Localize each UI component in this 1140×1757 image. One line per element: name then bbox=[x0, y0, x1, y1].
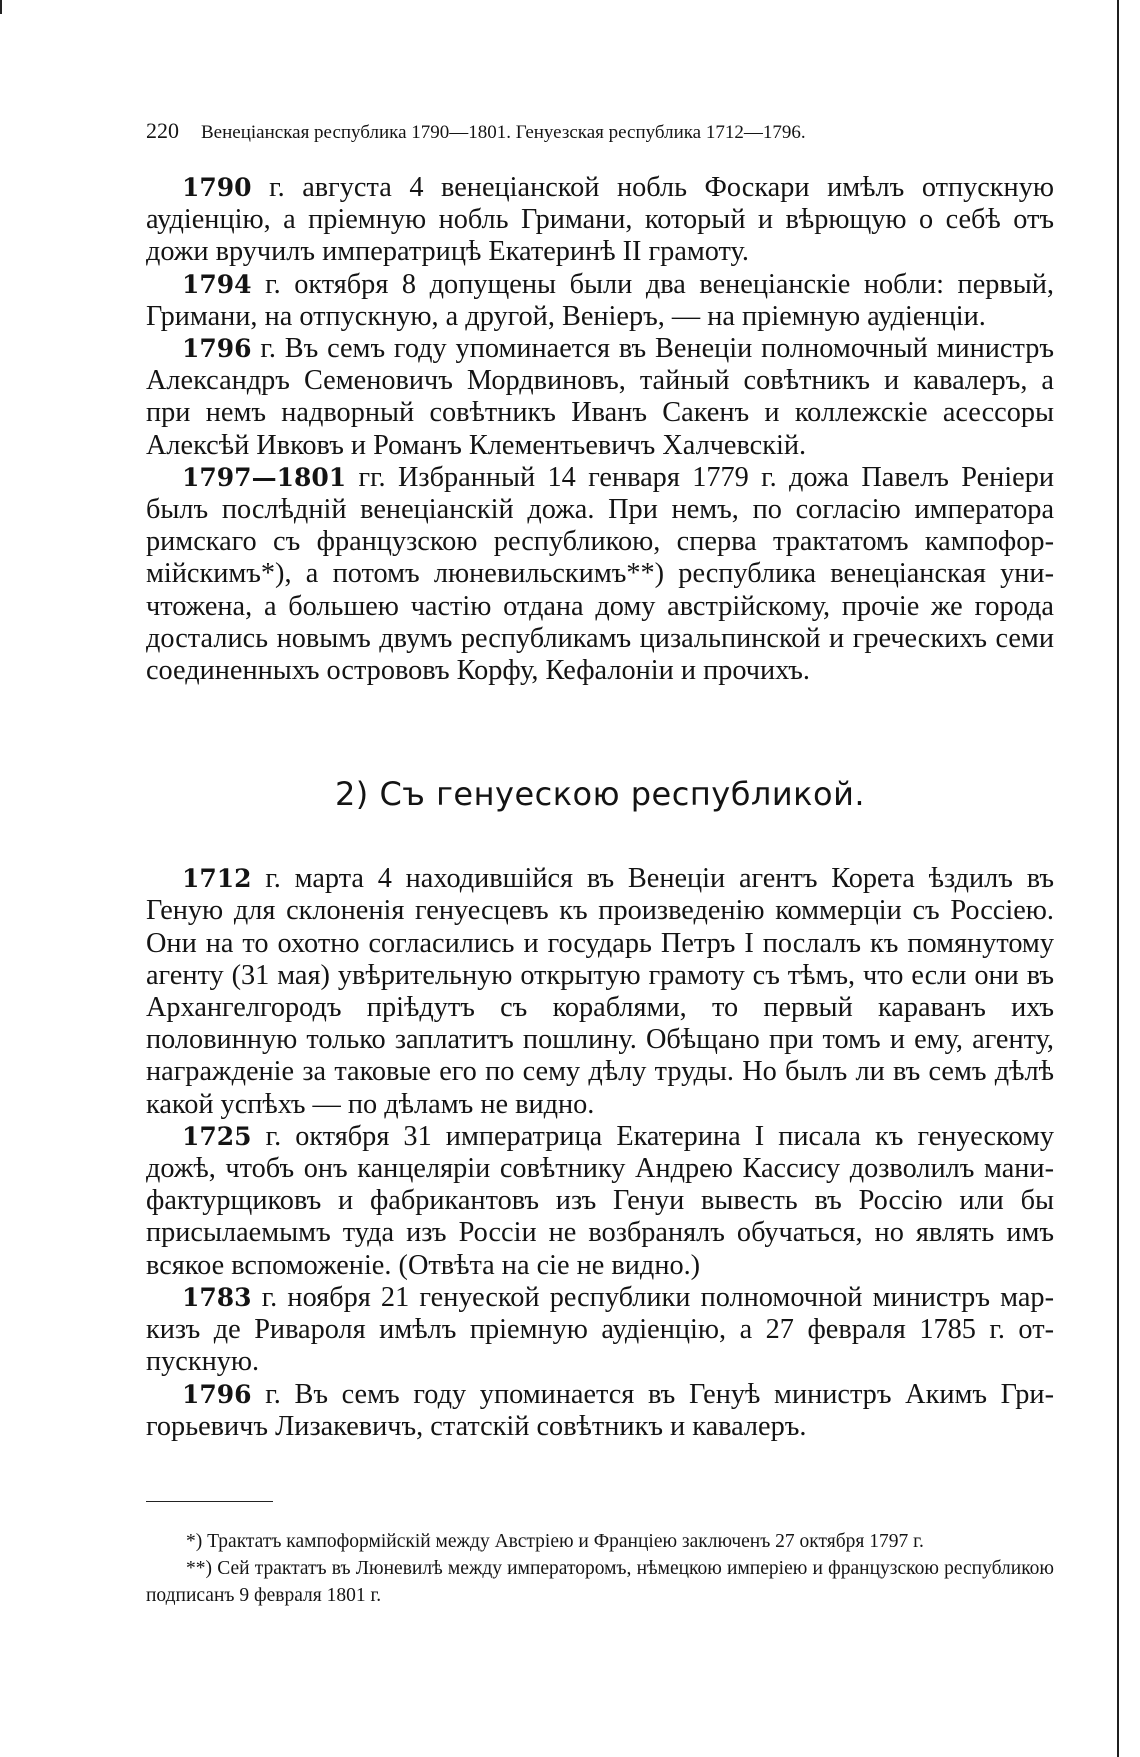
genoa-section bbox=[146, 863, 1054, 1443]
entry-year: 1783 bbox=[182, 1282, 252, 1312]
entry-1790 bbox=[146, 172, 1054, 269]
entry-year: 1794 bbox=[182, 269, 252, 299]
entry-year: 1725 bbox=[182, 1121, 252, 1151]
footnote-mark: **) bbox=[186, 1558, 212, 1580]
entry-text: г. марта 4 находившійся въ Венеціи агентъ Корета ѣздилъ въ Геную для склоненія генуесцевъ къ произведенію коммерціи съ Россіею. Они на то охотно согласились и государь Петръ I послалъ къ помянутому агенту (31 мая) увѣрительную открытую грамоту съ тѣмъ, что если они въ Архангелгородъ пріѣдутъ съ кораблями, то первый караванъ ихъ половинную только заплатитъ пошлину. Обѣщано при томъ и ему, агенту, награжденіе за таковые его по сему дѣлу труды. Но былъ ли въ семъ дѣлѣ какой успѣхъ — по дѣламъ не видно. bbox=[146, 863, 1054, 1120]
entry-text: г. ноября 21 генуеской республики полномочной министръ маркизъ де Ривароля имѣлъ пріемную аудіенцію, а 27 февраля 1785 г. отпускную. bbox=[146, 1281, 1054, 1378]
footnote-mark: *) bbox=[186, 1531, 203, 1553]
entry-1794 bbox=[146, 269, 1054, 333]
page-number: 220 bbox=[146, 118, 179, 143]
scan-edge-right bbox=[1117, 0, 1119, 1757]
entry-1712 bbox=[146, 863, 1054, 1121]
footnote-1 bbox=[146, 1528, 1054, 1555]
entry-year: 1790 bbox=[182, 173, 252, 202]
entry-text: г. августа 4 венеціанской нобль Фоскари имѣлъ отпускную аудіенцію, а пріемную нобль Гримани, который и вѣрющую о себѣ отъ дожи вручилъ императрицѣ Екатеринѣ II грамоту. bbox=[146, 172, 1054, 268]
footnote-text: Сей трактатъ въ Люневилѣ между императоромъ, нѣмецкою имперіею и французскою республикою подписанъ 9 февраля 1801 г. bbox=[146, 1558, 1054, 1607]
section-title-genoa: 2) Съ генуескою республикой. bbox=[334, 775, 866, 814]
footnote-text: Трактатъ кампоформійскій между Австріею и Франціею заключенъ 27 октября 1797 г. bbox=[202, 1531, 924, 1553]
entry-1796-venice bbox=[146, 333, 1054, 462]
entry-year: 1796 bbox=[182, 1379, 252, 1409]
entry-text: г. Въ семъ году упоминается въ Генуѣ министръ Акимъ Григорьевичъ Лизакевичъ, статскій совѣтникъ и кавалеръ. bbox=[146, 1378, 1054, 1442]
footnote-2 bbox=[146, 1555, 1054, 1609]
entry-1796-genoa bbox=[146, 1379, 1054, 1443]
entry-text: г. октября 8 допущены были два венеціанскіе нобли: первый, Гримани, на отпускную, а другой, Веніеръ, — на пріемную аудіенціи. bbox=[146, 268, 1054, 332]
footnotes bbox=[146, 1528, 1054, 1609]
entry-year: 1797—1801 bbox=[182, 462, 347, 492]
book-page bbox=[146, 118, 1054, 1609]
entry-1797-1801 bbox=[146, 462, 1054, 687]
entry-year: 1796 bbox=[182, 334, 252, 364]
entry-text: г. Въ семъ году упоминается въ Венеціи полномочный министръ Александръ Семеновичъ Мордвиновъ, тайный совѣтникъ и кавалеръ, а при немъ надворный совѣтникъ Иванъ Сакенъ и коллежскіе асессоры Алексѣй Ивковъ и Романъ Клементьевичъ Халчевскій. bbox=[146, 333, 1054, 461]
running-title: Венеціанская республика 1790—1801. Генуезская республика 1712—1796. bbox=[201, 122, 806, 143]
entry-text: г. октября 31 императрица Екатерина I писала къ генуескому дожѣ, чтобъ онъ канцеляріи совѣтнику Андрею Кассису дозволилъ манифактурщиковъ и фабрикантовъ изъ Генуи вывесть въ Россію или бы присылаемымъ туда изъ Россіи не возбранялъ обучаться, но являть имъ всякое вспоможеніе. (Отвѣта на сіе не видно.) bbox=[146, 1120, 1054, 1281]
venice-section bbox=[146, 172, 1054, 687]
entry-year: 1712 bbox=[182, 864, 252, 894]
entry-text: гг. Избранный 14 генваря 1779 г. дожа Павелъ Реніери былъ послѣдній венеціанскій дожа. При немъ, по согласію императора римскаго съ французскою республикою, сперва трактатомъ кампоформійскимъ*), а потомъ люневильскимъ**) республика венеціанская уничтожена, а большею частію отдана дому австрійскому, прочіе же города достались новымъ двумъ республикамъ цизальпинской и греческихъ семи соединенныхъ острововъ Корфу, Кефалоніи и прочихъ. bbox=[146, 461, 1054, 687]
entry-1725 bbox=[146, 1121, 1054, 1282]
entry-1783 bbox=[146, 1282, 1054, 1379]
running-head bbox=[146, 118, 1054, 144]
scan-edge-left bbox=[0, 0, 2, 14]
footnote-divider bbox=[146, 1501, 273, 1503]
